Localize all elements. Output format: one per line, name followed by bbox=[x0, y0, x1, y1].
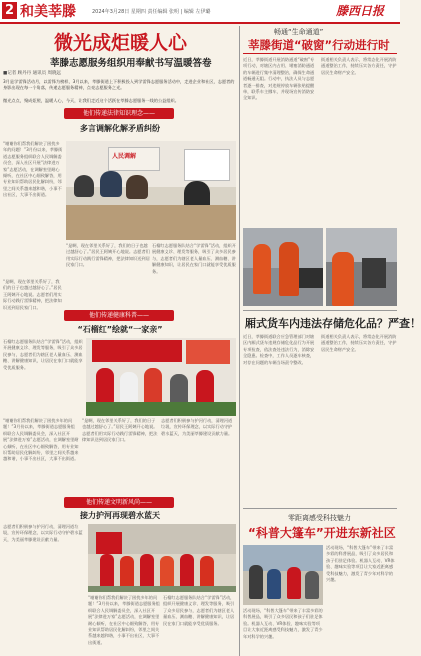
photo-sign: 人民调解 bbox=[112, 153, 137, 160]
column-divider bbox=[239, 26, 240, 656]
firefighter-photo-2 bbox=[326, 228, 397, 306]
section1-text-col2: “是啊，现在邻里关系好了，我们的日子也越过越舒心了。”居民王阿姨开心地说。志愿者们用实际行动践行雷锋精神，把法律知识送到居民家门口。 bbox=[66, 243, 150, 268]
section3-title: 接力护河再现碧水蓝天 bbox=[80, 511, 160, 520]
right-headline2: 厢式货车内违法存储危化品？严查！ bbox=[245, 317, 421, 330]
header-meta: 2024年3月28日 星期四 责任编辑 张明 | 编辑 左伊璐 bbox=[92, 9, 211, 15]
left-headline: 微光成炬暖人心 bbox=[54, 32, 188, 54]
river-protection-photo bbox=[88, 524, 236, 592]
section2-ribbon: 他们传递健康科普—— bbox=[64, 310, 174, 321]
mediation-photo bbox=[66, 141, 236, 240]
section2-title: “石榴红”绘就“一家亲” bbox=[77, 325, 163, 334]
right-kicker3: 零距离感受科技魅力 bbox=[288, 514, 351, 522]
section2-text-col2: “谢谢你们帮我们解决了困扰多年的问题！”3月份以来，莘滕街道志愿服务组织联合人民调解委员会，深入社区开展“法律进万家”志愿活动，在调解室里耐心倾听，在社区中心细致解答，用专业知识帮助居民化解纠纷，邻里之间关系越来越和谐，小事不出社区，大事不出街道。 bbox=[3, 418, 79, 462]
section2-text-col3: “是啊，现在邻里关系好了，我们的日子也越过越舒心了。”居民王阿姨开心地说。志愿者们用实际行动践行雷锋精神，把法律知识送到居民家门口。 bbox=[82, 418, 158, 443]
section1-text-col1: “谢谢你们帮我们解决了困扰多年的问题！”3月份以来，莘滕街道志愿服务组织联合人民调解委员会，深入社区开展“法律进万家”志愿活动，在调解室里耐心倾听，在社区中心细致解答，用专业知识帮助居民化解纠纷，邻里之间关系越来越和谐，小事不出社区，大事不出街道。 bbox=[3, 141, 63, 198]
section3-ribbon: 他们传递文明新风尚—— bbox=[64, 497, 174, 508]
left-subheadline: 莘滕志愿服务组织用奉献书写温暖答卷 bbox=[50, 58, 212, 69]
science-bus-photo bbox=[243, 545, 323, 605]
section1-title: 多言调解化解矛盾纠纷 bbox=[80, 124, 160, 133]
page-number: 2 bbox=[2, 2, 17, 19]
right-story2-col2: 街道相关负责人表示，将常态化开展消防通道整治工作，持续压实各方责任，守护居民生命财产安全。 bbox=[321, 334, 397, 352]
section3-text-col3: 石榴红志愿服务队结合“学雷锋”活动，组织开展健康义诊、理发等服务，吸引了众多居民参与，志愿者们为辖区老人量血压、测血糖、讲解健康知识，让居民在家门口就能享受优质服务。 bbox=[163, 595, 235, 626]
section2-text-col1: 石榴红志愿服务队结合“学雷锋”活动，组织开展健康义诊、理发等服务，吸引了众多居民参与，志愿者们为辖区老人量血压、测血糖、讲解健康知识，让居民在家门口就能享受优质服务。 bbox=[3, 339, 83, 370]
right-story1-col1: 近日，莘滕街道开展消防通道“破窗”专项行动，对辖区内占用、堵塞消防通道的车辆进行集中清理整治，确保生命通道畅通无阻。行动中，执法人员与志愿者逐一排查，对违规停放车辆张贴提醒单，联系车主挪车，并现场宣传消防安全知识。 bbox=[243, 57, 315, 101]
section1-text-col1b: “是啊，现在邻里关系好了，我们的日子也越过越舒心了。”居民王阿姨开心地说。志愿者们用实际行动践行雷锋精神，把法律知识送到居民家门口。 bbox=[3, 279, 62, 310]
masthead: 滕西日报 bbox=[336, 4, 385, 18]
right-story1-col2: 街道相关负责人表示，将常态化开展消防通道整治工作，持续压实各方责任，守护居民生命财产安全。 bbox=[321, 57, 397, 75]
right-kicker: 畅通“生命通道” bbox=[274, 28, 324, 36]
section2-text-col4: 志愿者们积极参与护河行动，清理河道垃圾，宣传环保理念，以实际行动守护碧水蓝天，为美丽莘滕建设贡献力量。 bbox=[161, 418, 233, 436]
right-headline: 莘滕街道“破窗”行动进行时 bbox=[248, 38, 390, 52]
right-story2-col1: 近日，莘滕街道联合应急管理部门对辖区内厢式货车违规存储危化品行为开展专项检查，依法查处违法行为，消除安全隐患。检查中，工作人员逐车核查，对存在问题的车辆当场责令整改。 bbox=[243, 334, 315, 365]
firefighter-photo-1 bbox=[243, 228, 323, 306]
right-story3-col2: 活动现场，“科普大篷车”带来了丰富多彩的科普展品，吸引了众多居民和孩子们驻足体验。机器人互动、VR体验、趣味实验等项目让大家近距离感受科技魅力，激发了青少年对科学的兴趣。 bbox=[326, 545, 395, 583]
section-title: 和美莘滕 bbox=[20, 4, 76, 20]
lead-paragraph: 3月是学雷锋活动月，以雷锋为榜样，3月以来，莘滕街道上下积极投入到学雷锋志愿服务活动中，走进企业和社区，志愿者的身影出现在每一个角落，传递志愿服务精神，点亮志愿服务之光。 bbox=[3, 79, 235, 91]
section3-text-col1: 志愿者们积极参与护河行动，清理河道垃圾，宣传环保理念，以实际行动守护碧水蓝天，为美丽莘滕建设贡献力量。 bbox=[3, 524, 83, 542]
right-headline3: “科普大篷车”开进东新社区 bbox=[248, 526, 396, 540]
section1-text-col3: 石榴红志愿服务队结合“学雷锋”活动，组织开展健康义诊、理发等服务，吸引了众多居民参与，志愿者们为辖区老人量血压、测血糖、讲解健康知识，让居民在家门口就能享受优质服务。 bbox=[152, 243, 236, 274]
intro-paragraph: 微光点点，聚成炬照，温暖人心，今天，让我们走近这个活跃在莘滕志愿服务一线的公益组织。 bbox=[3, 98, 179, 103]
right-story3-col1: 活动现场，“科普大篷车”带来了丰富多彩的科普展品，吸引了众多居民和孩子们驻足体验。机器人互动、VR体验、趣味实验等项目让大家近距离感受科技魅力，激发了青少年对科学的兴趣。 bbox=[243, 608, 323, 639]
section1-ribbon: 他们传递法律知识理念—— bbox=[64, 108, 174, 119]
section3-text-col2: “谢谢你们帮我们解决了困扰多年的问题！”3月份以来，莘滕街道志愿服务组织联合人民调解委员会，深入社区开展“法律进万家”志愿活动，在调解室里耐心倾听，在社区中心细致解答，用专业知识帮助居民化解纠纷，邻里之间关系越来越和谐，小事不出社区，大事不出街道。 bbox=[88, 595, 160, 645]
byline: ■记者 顾丹丹 通讯员 周晓远 bbox=[3, 71, 62, 76]
health-service-photo bbox=[86, 338, 236, 416]
